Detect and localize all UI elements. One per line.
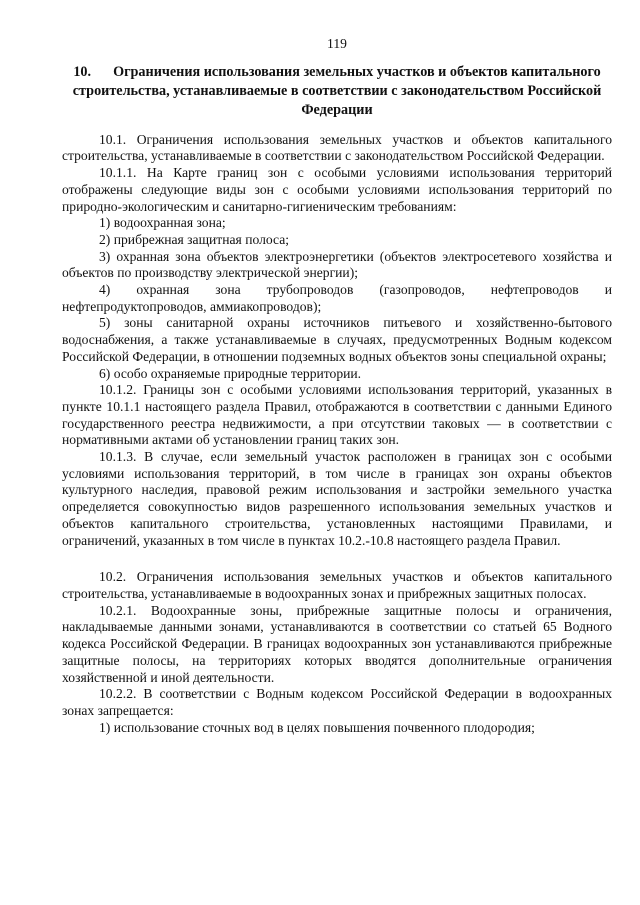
paragraph: 10.1.3. В случае, если земельный участок расположен в границах зон с особыми условиями использования территорий, в том числе в границах зон охраны объектов культурного наследия, правовой режим использования и застройки земельного участка определяется совокупностью видов разрешенного использования земельных участков и объектов капитального строительства, установленных настоящими Правилами, и ограничений, указанных в том числе в пунктах 10.2.-10.8 настоящего раздела Правил. [62,449,612,548]
list-item: 1) водоохранная зона; [99,215,226,231]
paragraph: 10.2. Ограничения использования земельных участков и объектов капитального строительства, устанавливаемые в водоохранных зонах и прибрежных защитных полосах. [62,569,612,601]
list-item: 3) охранная зона объектов электроэнергетики (объектов электросетевого хозяйства и объектов по производству электрической энергии); [62,248,612,281]
list-item: 1) использование сточных вод в целях повышения почвенного плодородия; [99,719,535,735]
section-title: Ограничения использования земельных участков и объектов капитального строительства, устанавливаемые в соответствии с законодательством Российской Федерации [72,63,602,118]
paragraph: 10.1.1. На Карте границ зон с особыми условиями использования территорий отображены следующие виды зон с особыми условиями использования территорий по природно-экологическим и санитарно-гигиеническим требованиям: [62,165,612,214]
section-number: 10. [73,63,92,80]
paragraph: 10.1. Ограничения использования земельных участков и объектов капитального строительства, устанавливаемые в соответствии с законодательством Российской Федерации. [62,131,612,164]
paragraph: 10.1.2. Границы зон с особыми условиями использования территорий, указанных в пункте 10.1.1 настоящего раздела Правил, отображаются в соответствии с данными Единого государственного реестра недвижимости, а при отсутствии таковых — в соответствии с нормативными актами об установлении границ таких зон. [62,382,612,448]
paragraph: 10.2.2. В соответствии с Водным кодексом Российской Федерации в водоохранных зонах запрещается: [62,686,612,718]
section-10-1 [62,132,612,550]
section-10-2 [62,569,612,736]
document-page [62,36,612,736]
page-number: 119 [327,36,347,51]
list-item: 2) прибрежная защитная полоса; [99,231,290,247]
list-item: 6) особо охраняемые природные территории. [99,365,362,381]
section-spacer [62,549,612,569]
paragraph: 10.2.1. Водоохранные зоны, прибрежные защитные полосы и ограничения, накладываемые данными зонами, устанавливаются в соответствии со статьей 65 Водного кодекса Российской Федерации. В границах водоохранных зон устанавливаются прибрежные защитные полосы, на территориях которых вводятся дополнительные ограничения хозяйственной и иной деятельности. [62,602,612,685]
list-item: 4) охранная зона трубопроводов (газопроводов, нефтепроводов и нефтепродуктопроводов, аммиакопроводов); [62,282,612,314]
list-item: 5) зоны санитарной охраны источников питьевого и хозяйственно-бытового водоснабжения, а также устанавливаемые в случаях, предусмотренных Водным кодексом Российской Федерации, в отношении подземных водных объектов зоны специальной охраны; [62,315,612,364]
section-heading [62,63,612,120]
